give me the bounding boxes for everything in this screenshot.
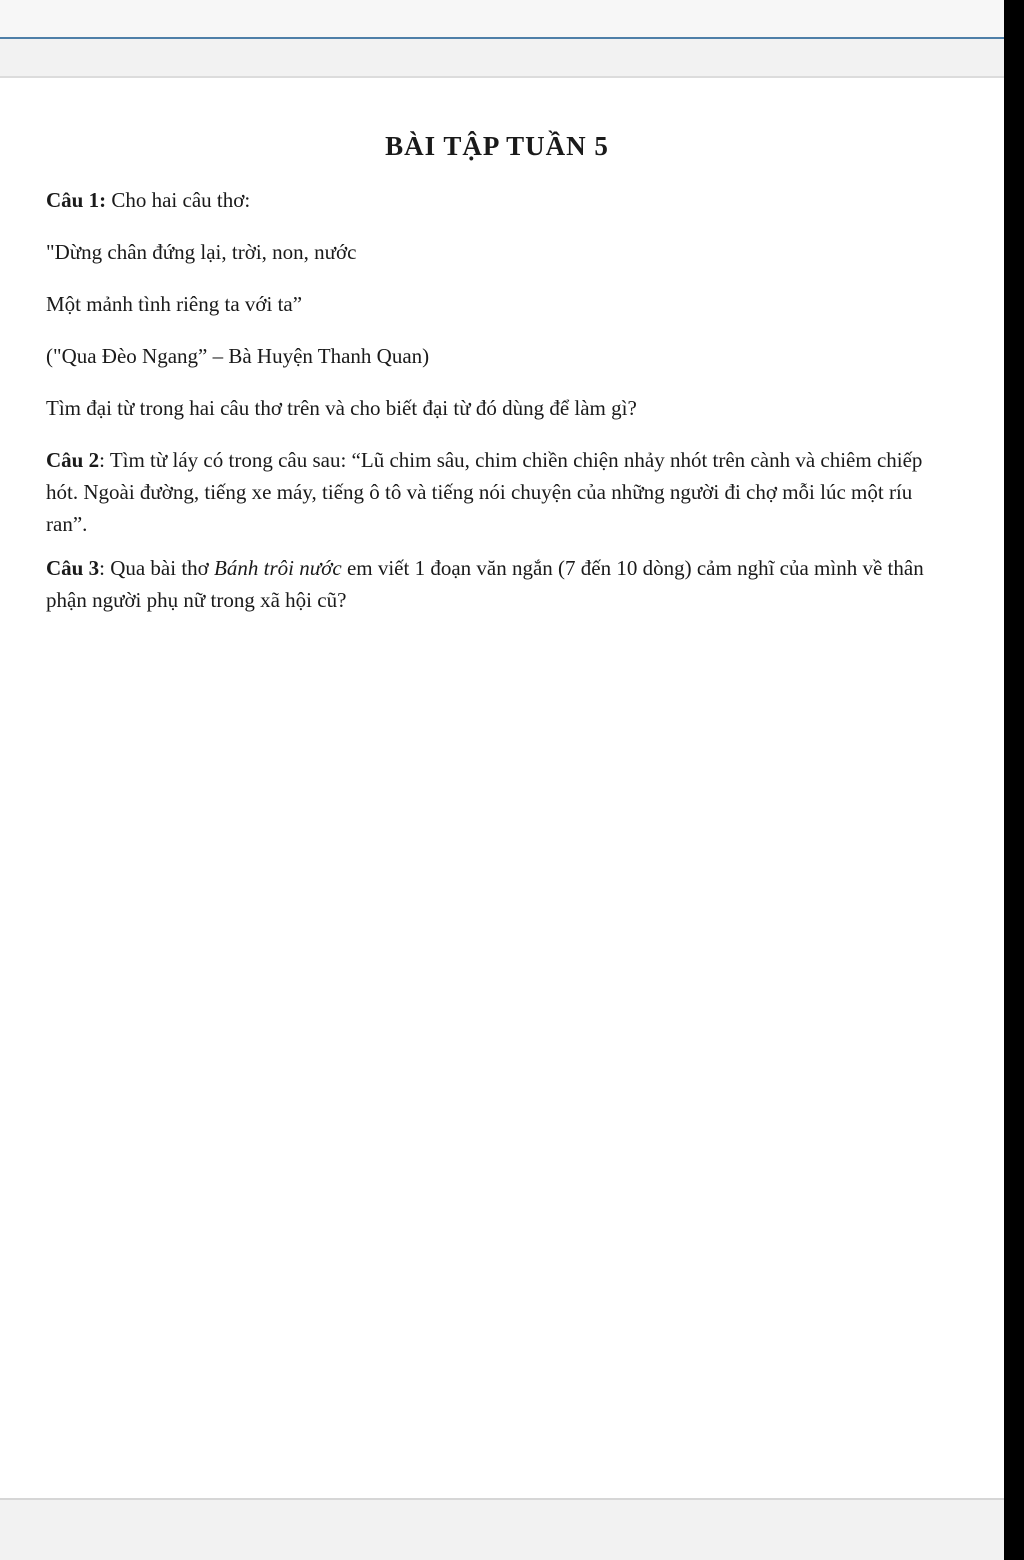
- question-3: [46, 552, 926, 616]
- question-1-prompt: Tìm đại từ trong hai câu thơ trên và cho biết đại từ đó dùng để làm gì?: [46, 396, 637, 420]
- question-1-intro: [46, 184, 926, 216]
- toolbar-divider: [0, 37, 1004, 39]
- question-3-label: Câu 3: [46, 556, 100, 580]
- question-2-label: Câu 2: [46, 448, 100, 472]
- page-content: [46, 130, 926, 636]
- page-title: BÀI TẬP TUẦN 5: [385, 131, 609, 161]
- question-2: [46, 444, 926, 540]
- question-3-text-before: : Qua bài thơ: [99, 556, 215, 580]
- page-bottom-edge: [0, 1498, 1004, 1500]
- question-1-label: Câu 1:: [46, 188, 107, 212]
- poem-line-1: "Dừng chân đứng lại, trời, non, nước: [46, 240, 357, 264]
- poem-line-2: Một mảnh tình riêng ta với ta”: [46, 292, 303, 316]
- poem-source: ("Qua Đèo Ngang” – Bà Huyện Thanh Quan): [46, 344, 430, 368]
- question-3-text-after: em viết 1 đoạn văn ngắn (7 đến 10 dòng) cảm nghĩ của mình về thân phận người phụ nữ trong xã hội cũ?: [46, 556, 924, 612]
- screen-right-edge: [1004, 0, 1024, 1560]
- question-2-text: : Tìm từ láy có trong câu sau: “Lũ chim sâu, chim chiền chiện nhảy nhót trên cành và chiêm chiếp hót. Ngoài đường, tiếng xe máy, tiếng ô tô và tiếng nói chuyện của những người đi chợ mỗi lúc một ríu ran”.: [46, 448, 923, 536]
- question-1-text: Cho hai câu thơ:: [106, 188, 251, 212]
- viewer-toolbar-area: [0, 0, 1004, 38]
- poem-title-italic: Bánh trôi nước: [214, 556, 342, 580]
